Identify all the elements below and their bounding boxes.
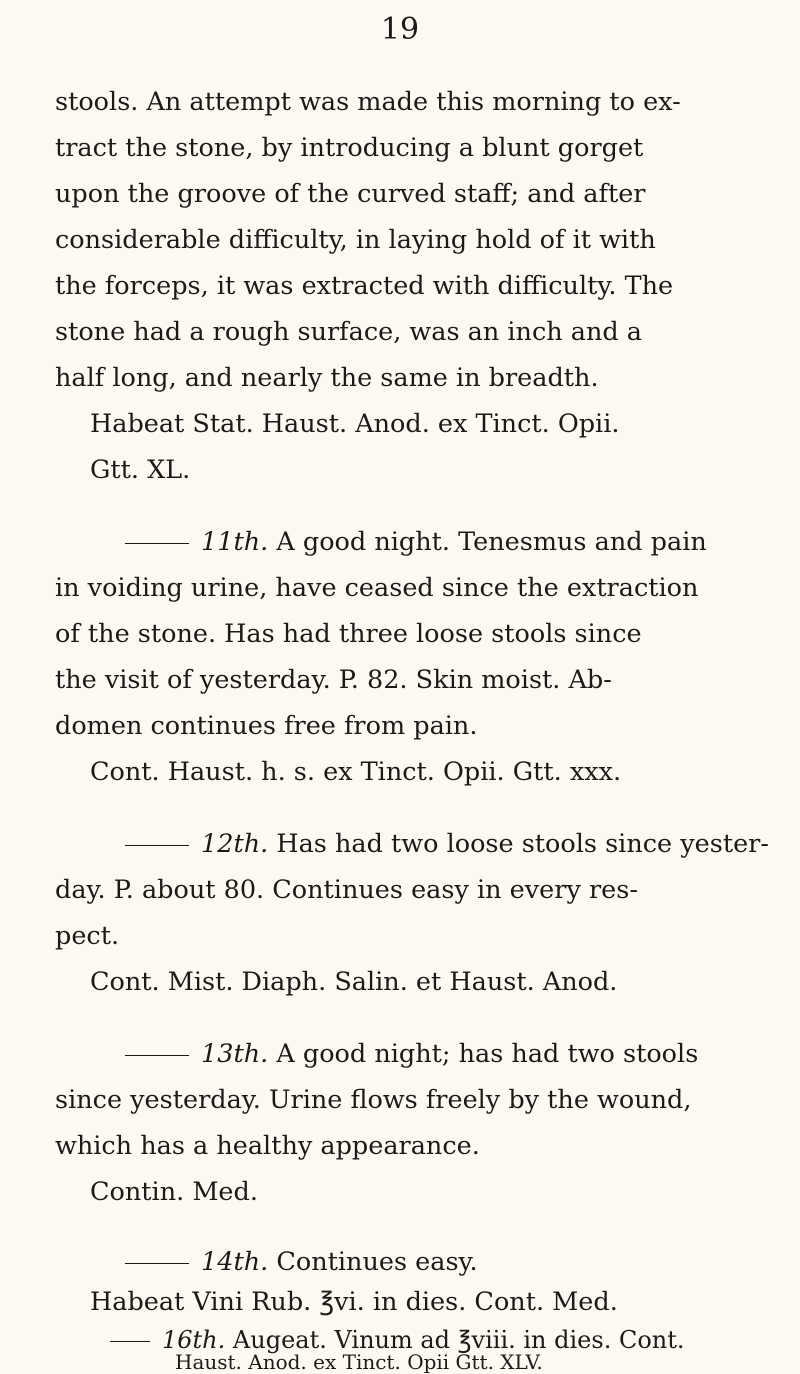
entry-heading (125, 829, 769, 859)
text-line: of the stone. Has had three loose stools since (55, 619, 642, 649)
entry-heading (125, 1247, 478, 1277)
text-line: since yesterday. Urine flows freely by the wound, (55, 1085, 692, 1115)
prescription-line: Cont. Mist. Diaph. Salin. et Haust. Anod. (90, 967, 618, 997)
entry-text: A good night. Tenesmus and pain (276, 527, 707, 557)
dash-rule (125, 845, 189, 846)
text-line: half long, and nearly the same in breadth. (55, 363, 599, 393)
text-line: considerable difficulty, in laying hold of it with (55, 225, 656, 255)
entry-heading (125, 527, 707, 557)
dash-rule (110, 1341, 150, 1342)
dash-rule (125, 1055, 189, 1056)
text-line: the visit of yesterday. P. 82. Skin moist. Ab- (55, 665, 612, 695)
entry-date: 13th. (201, 1039, 269, 1069)
entry-text: A good night; has had two stools (276, 1039, 699, 1069)
entry-date: 14th. (201, 1247, 269, 1277)
text-line: pect. (55, 921, 120, 951)
page-number: 19 (380, 12, 420, 47)
dash-rule (125, 1263, 189, 1264)
prescription-line: Gtt. XL. (90, 455, 191, 485)
prescription-line: Haust. Anod. ex Tinct. Opii Gtt. XLV. (175, 1350, 543, 1374)
entry-text: Augeat. Vinum ad ℥viii. in dies. Cont. (232, 1326, 685, 1354)
text-line: the forceps, it was extracted with difficulty. The (55, 271, 674, 301)
text-line: which has a healthy appearance. (55, 1131, 480, 1161)
text-line: stone had a rough surface, was an inch and a (55, 317, 643, 347)
entry-text: Has had two loose stools since yester- (276, 829, 769, 859)
text-line: domen continues free from pain. (55, 711, 478, 741)
text-line: upon the groove of the curved staff; and after (55, 179, 646, 209)
entry-heading (110, 1328, 685, 1352)
prescription-line: Cont. Haust. h. s. ex Tinct. Opii. Gtt. xxx. (90, 757, 622, 787)
text-line: stools. An attempt was made this morning to ex- (55, 87, 681, 117)
entry-text: Continues easy. (276, 1247, 478, 1277)
entry-date: 11th. (201, 527, 269, 557)
prescription-line: Habeat Vini Rub. ℥vi. in dies. Cont. Med. (90, 1287, 618, 1317)
prescription-line: Habeat Stat. Haust. Anod. ex Tinct. Opii. (90, 409, 620, 439)
text-line: day. P. about 80. Continues easy in every res- (55, 875, 638, 905)
entry-date: 16th. (162, 1326, 226, 1354)
prescription-line: Contin. Med. (90, 1177, 258, 1207)
entry-date: 12th. (201, 829, 269, 859)
text-line: tract the stone, by introducing a blunt gorget (55, 133, 644, 163)
dash-rule (125, 543, 189, 544)
text-line: in voiding urine, have ceased since the extraction (55, 573, 699, 603)
entry-heading (125, 1039, 699, 1069)
